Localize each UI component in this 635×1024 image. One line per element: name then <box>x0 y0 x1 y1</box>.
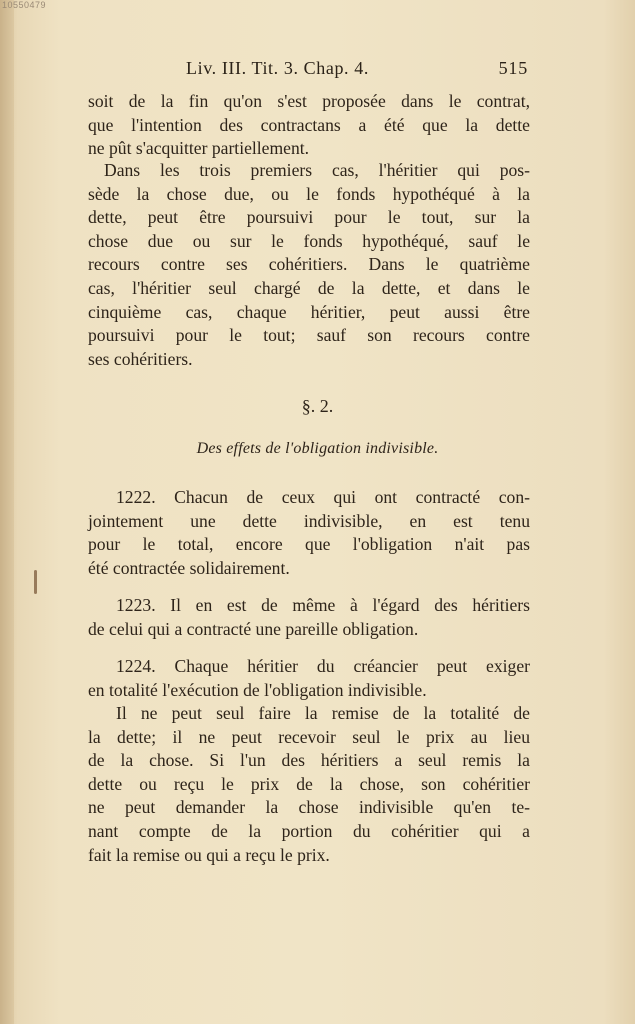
text-line: soit de la fin qu'on s'est proposée dans le contrat, <box>88 91 530 111</box>
text-line: chose due ou sur le fonds hypothéqué, sauf le <box>88 230 530 251</box>
text-line: de la chose. Si l'un des héritiers a seul remis la <box>88 750 530 771</box>
text-line: dette, peut être poursuivi pour le tout, sur la <box>88 207 530 228</box>
text-line: ne pût s'acquitter partiellement. <box>88 138 310 159</box>
text-line: 1224. Chaque héritier du créancier peut exiger <box>116 656 530 676</box>
text-line: cinquième cas, chaque héritier, peut aussi être <box>88 301 530 322</box>
text-line: Dans les trois premiers cas, l'héritier qui pos- <box>104 160 530 180</box>
text-line: la dette; il ne peut recevoir seul le prix au lieu <box>88 726 530 747</box>
page-gutter <box>0 0 14 1024</box>
text-line: en totalité l'exécution de l'obligation indivisible. <box>88 679 427 700</box>
text-line: ne peut demander la chose indivisible qu'en te- <box>88 797 530 818</box>
text-line: 1222. Chacun de ceux qui ont contracté con- <box>116 487 530 507</box>
text-line: pour le total, encore que l'obligation n'ait pas <box>88 534 530 555</box>
page-number: 515 <box>498 58 528 78</box>
page-header <box>88 58 530 84</box>
text-line: dette ou reçu le prix de la chose, son cohéritier <box>88 773 530 794</box>
section-title: Des effets de l'obligation indivisible. <box>196 440 439 457</box>
text-line: ses cohéritiers. <box>88 348 193 369</box>
text-line: fait la remise ou qui a reçu le prix. <box>88 844 330 865</box>
text-line: Il ne peut seul faire la remise de la totalité de <box>116 703 530 723</box>
text-line: jointement une dette indivisible, en est tenu <box>88 510 530 531</box>
text-line: recours contre ses cohéritiers. Dans le quatrième <box>88 254 530 275</box>
text-line: été contractée solidairement. <box>88 557 290 578</box>
section-mark: §. 2. <box>301 396 334 416</box>
text-line: nant compte de la portion du cohéritier qui a <box>88 820 530 841</box>
paragraph <box>88 90 530 161</box>
article-1224 <box>88 655 530 702</box>
text-line: sède la chose due, ou le fonds hypothéqué à la <box>88 183 530 204</box>
library-stamp: 10550479 <box>2 0 47 10</box>
article-1223 <box>88 594 530 641</box>
text-line: 1223. Il en est de même à l'égard des héritiers <box>116 595 530 615</box>
text-line: que l'intention des contractans a été que la dette <box>88 114 530 135</box>
text-line: poursuivi pour le tout; sauf son recours contre <box>88 325 530 346</box>
text-line: de celui qui a contracté une pareille obligation. <box>88 618 419 639</box>
paragraph <box>88 702 530 867</box>
article-1222 <box>88 486 530 580</box>
ink-mark <box>34 570 37 594</box>
paragraph <box>88 159 530 371</box>
running-head: Liv. III. Tit. 3. Chap. 4. <box>186 58 369 78</box>
text-line: cas, l'héritier seul chargé de la dette, et dans le <box>88 277 530 298</box>
